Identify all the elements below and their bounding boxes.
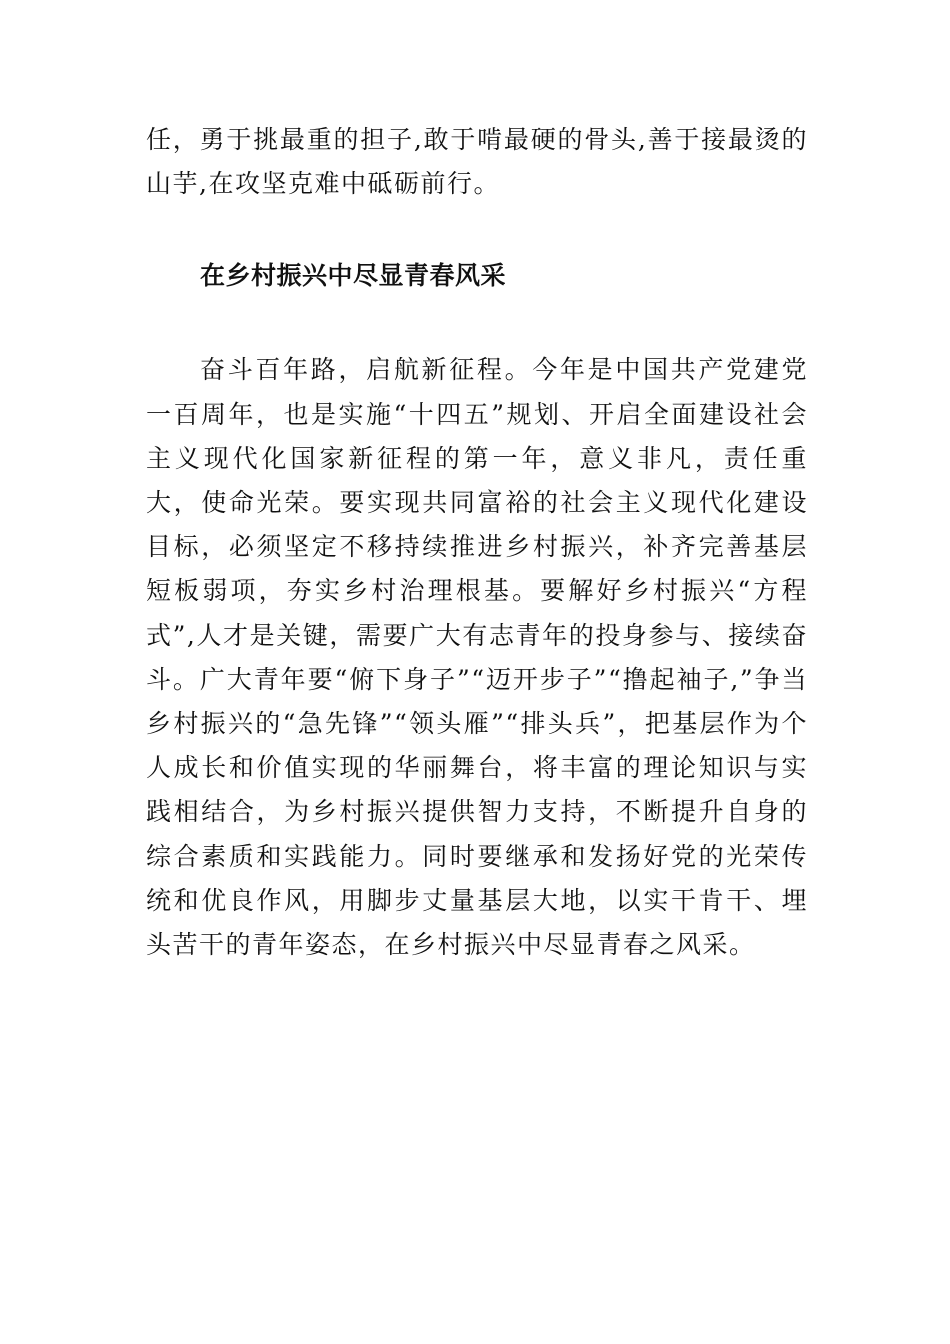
section-heading: 在乡村振兴中尽显青春风采 <box>200 261 507 291</box>
intro-paragraph: 任，勇于挑最重的担子,敢于啃最硬的骨头,善于接最烫的山芋,在攻坚克难中砥砺前行。 <box>146 125 808 199</box>
body-paragraph: 奋斗百年路，启航新征程。今年是中国共产党建党一百周年，也是实施“十四五”规划、开启全面建设社会主义现代化国家新征程的第一年，意义非凡，责任重大，使命光荣。要实现共同富裕的社会主义现代化建设目标，必须坚定不移持续推进乡村振兴，补齐完善基层短板弱项，夯实乡村治理根基。要解好乡村振兴“方程式”,人才是关键，需要广大有志青年的投身参与、接续奋斗。广大青年要“俯下身子”“迈开步子”“撸起袖子,”争当乡村振兴的“急先锋”“领头雁”“排头兵”，把基层作为个人成长和价值实现的华丽舞台，将丰富的理论知识与实践相结合，为乡村振兴提供智力支持，不断提升自身的综合素质和实践能力。同时要继承和发扬好党的光荣传统和优良作风，用脚步丈量基层大地，以实干肯干、埋头苦干的青年姿态，在乡村振兴中尽显青春之风采。 <box>146 355 808 960</box>
document-body <box>146 118 808 967</box>
